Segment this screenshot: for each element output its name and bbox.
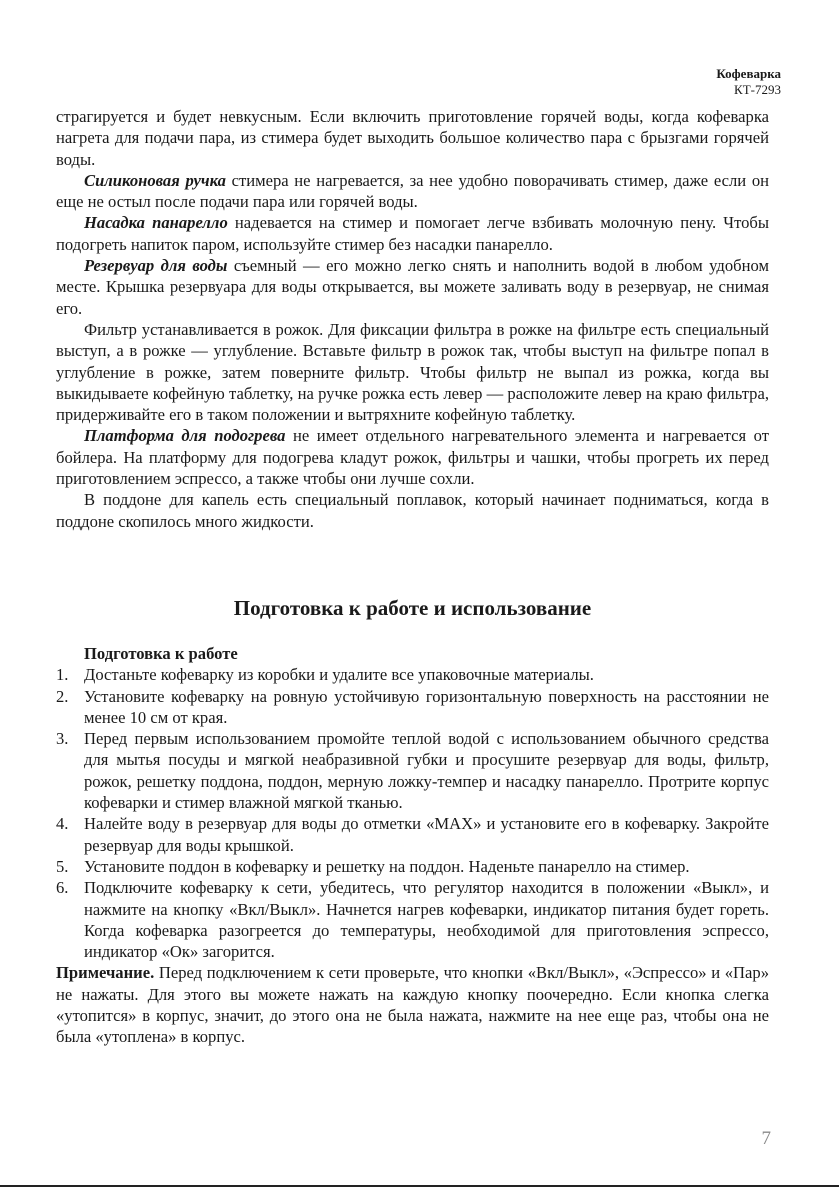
paragraph-water-tank xyxy=(56,255,769,319)
paragraph-panarello xyxy=(56,212,769,255)
term-warming-platform: Платформа для подогрева xyxy=(84,426,286,446)
note-label: Примечание. xyxy=(56,963,155,983)
term-water-tank: Резервуар для воды xyxy=(84,256,228,276)
paragraph-text: надевается на стимер и помогает легче взбивать молочную пену. Чтобы подогреть напиток паром, используйте стимер без насадки панарелло. xyxy=(56,213,769,254)
page-header xyxy=(716,66,781,98)
paragraph-silicone-handle xyxy=(56,170,769,213)
list-item xyxy=(56,877,769,962)
step-text: Налейте воду в резервуар для воды до отметки «МАХ» и установите его в кофеварку. Закройте резервуар для воды крышкой. xyxy=(84,814,769,855)
step-number: 4. xyxy=(56,814,69,834)
paragraph-text: стимера не нагревается, за нее удобно поворачивать стимер, даже если он еще не остыл после подачи пара или горячей воды. xyxy=(56,170,769,212)
list-item xyxy=(56,664,769,685)
paragraph-text: не имеет отдельного нагревательного элемента и нагревается от бойлера. На платформу для подогрева кладут рожок, фильтры и чашки, чтобы прогреть их перед приготовлением эспрессо, а также чтобы они лучше сохли. xyxy=(56,426,770,489)
step-text: Достаньте кофеварку из коробки и удалите все упаковочные материалы. xyxy=(84,665,594,685)
list-item xyxy=(56,813,769,856)
paragraph-continuation: страгируется и будет невкусным. Если включить приготовление горячей воды, когда кофеварка нагрета для подачи пара, из стимера будет выходить большое количество пара с брызгами горячей воды. xyxy=(56,107,769,169)
step-number: 3. xyxy=(56,729,69,749)
step-text: Подключите кофеварку к сети, убедитесь, что регулятор находится в положении «Выкл», и нажмите на кнопку «Вкл/Выкл». Начнется нагрев кофеварки, индикатор питания будет гореть. Когда кофеварка разогреется до температуры, необходимой для приготовления эспрессо, индикатор «Ок» загорится. xyxy=(84,878,769,962)
step-number: 2. xyxy=(56,686,69,706)
page-content xyxy=(56,106,769,1048)
list-item xyxy=(56,686,769,729)
page-number: 7 xyxy=(761,1128,771,1149)
step-number: 1. xyxy=(56,665,69,685)
list-item xyxy=(56,856,769,877)
steps-list xyxy=(56,664,769,962)
list-item xyxy=(56,728,769,813)
section-heading: Подготовка к работе и использование xyxy=(233,595,592,620)
step-text: Установите поддон в кофеварку и решетку на поддон. Наденьте панарелло на стимер. xyxy=(84,856,690,876)
paragraph-text: съемный — его можно легко снять и наполнить водой в любом удобном месте. Крышка резервуара для воды открывается, вы можете заливать воду в резервуар, не снимая его. xyxy=(56,256,769,318)
note-text: Перед подключением к сети проверьте, что кнопки «Вкл/Выкл», «Эспрессо» и «Пар» не нажаты. Для этого вы можете нажать на каждую кнопку поочередно. Если кнопка слегка «утопится» в корпус, значит, до этого она не была нажата, нажмите на нее еще раз, чтобы она не была «утоплена» в корпус. xyxy=(56,963,769,1047)
step-text: Перед первым использованием промойте теплой водой с использованием обычного средства для мытья посуды и мягкой неабразивной губки и просушите резервуар для воды, фильтр, рожок, решетку поддона, поддон, мерную ложку-темпер и насадку панарелло. Протрите корпус кофеварки и стимер влажной мягкой тканью. xyxy=(84,729,769,813)
header-title: Кофеварка xyxy=(716,66,781,81)
step-text: Установите кофеварку на ровную устойчивую горизонтальную поверхность на расстоянии не менее 10 см от края. xyxy=(84,686,769,727)
paragraph-warming-platform xyxy=(56,425,769,489)
term-panarello: Насадка панарелло xyxy=(84,213,228,233)
bottom-rule xyxy=(0,1185,839,1187)
term-silicone-handle: Силиконовая ручка xyxy=(84,170,226,190)
step-number: 5. xyxy=(56,856,69,876)
step-number: 6. xyxy=(56,878,69,898)
header-model: КТ-7293 xyxy=(734,82,781,97)
subheading: Подготовка к работе xyxy=(84,643,238,663)
paragraph-filter: Фильтр устанавливается в рожок. Для фиксации фильтра в рожке на фильтре есть специальный выступ, а в рожке — углубление. Вставьте фильтр в рожок так, чтобы выступ на фильтре попал в углубление в рожке, затем поверните фильтр. Чтобы фильтр не выпал из рожка, когда вы выкидываете кофейную таблетку, на ручке рожка есть левер — расположите левер на краю фильтра, придерживайте его в таком положении и вытряхните кофейную таблетку. xyxy=(56,319,769,425)
paragraph-drip-tray: В поддоне для капель есть специальный поплавок, который начинает подниматься, когда в поддоне скопилось много жидкости. xyxy=(56,490,769,531)
note-paragraph xyxy=(56,962,769,1047)
